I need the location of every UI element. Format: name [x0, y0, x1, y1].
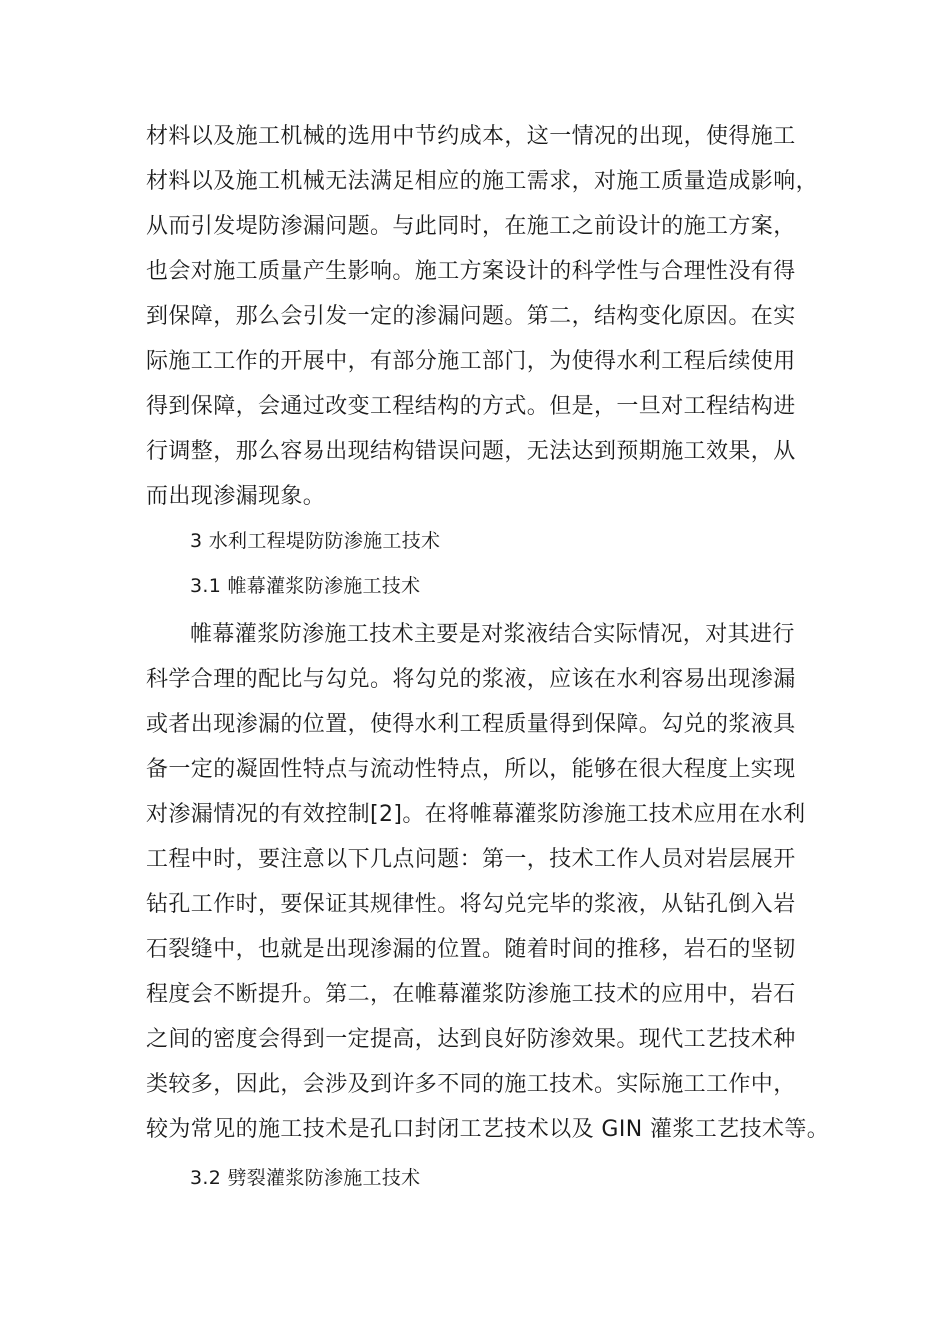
paragraph-2-line-12: 较为常见的施工技术是孔口封闭工艺技术以及 GIN 灌浆工艺技术等。 [146, 1117, 830, 1142]
paragraph-1-line-4: 也会对施工质量产生影响。施工方案设计的科学性与合理性没有得 [146, 259, 796, 284]
paragraph-2-line-2: 科学合理的配比与勾兑。将勾兑的浆液，应该在水利容易出现渗漏 [146, 667, 796, 692]
paragraph-1-line-9: 而出现渗漏现象。 [146, 484, 326, 509]
paragraph-2-line-5: 对渗漏情况的有效控制[2]。在将帷幕灌浆防渗施工技术应用在水利 [146, 802, 806, 827]
paragraph-2-line-9: 程度会不断提升。第二，在帷幕灌浆防渗施工技术的应用中，岩石 [146, 982, 796, 1007]
paragraph-2-line-6: 工程中时，要注意以下几点问题：第一，技术工作人员对岩层展开 [146, 847, 796, 872]
section-heading-3: 3 水利工程堤防防渗施工技术 [190, 530, 441, 552]
paragraph-1-line-2: 材料以及施工机械无法满足相应的施工需求，对施工质量造成影响， [146, 169, 819, 194]
paragraph-2-line-8: 石裂缝中，也就是出现渗漏的位置。随着时间的推移，岩石的坚韧 [146, 937, 796, 962]
paragraph-1-line-6: 际施工工作的开展中，有部分施工部门，为使得水利工程后续使用 [146, 349, 796, 374]
section-heading-3-2: 3.2 劈裂灌浆防渗施工技术 [190, 1167, 421, 1189]
paragraph-2-line-4: 备一定的凝固性特点与流动性特点，所以，能够在很大程度上实现 [146, 757, 796, 782]
paragraph-2-line-10: 之间的密度会得到一定提高，达到良好防渗效果。现代工艺技术种 [146, 1027, 796, 1052]
section-heading-3-1: 3.1 帷幕灌浆防渗施工技术 [190, 575, 421, 597]
paragraph-2-line-7: 钻孔工作时，要保证其规律性。将勾兑完毕的浆液，从钻孔倒入岩 [146, 892, 796, 917]
paragraph-2-line-1: 帷幕灌浆防渗施工技术主要是对浆液结合实际情况，对其进行 [190, 622, 795, 647]
paragraph-1-line-1: 材料以及施工机械的选用中节约成本，这一情况的出现，使得施工 [146, 124, 796, 149]
paragraph-1-line-5: 到保障，那么会引发一定的渗漏问题。第二，结构变化原因。在实 [146, 304, 796, 329]
paragraph-1-line-8: 行调整，那么容易出现结构错误问题，无法达到预期施工效果，从 [146, 439, 796, 464]
paragraph-2-line-11: 类较多，因此，会涉及到许多不同的施工技术。实际施工工作中， [146, 1072, 796, 1097]
paragraph-1-line-7: 得到保障，会通过改变工程结构的方式。但是，一旦对工程结构进 [146, 394, 796, 419]
paragraph-2-line-3: 或者出现渗漏的位置，使得水利工程质量得到保障。勾兑的浆液具 [146, 712, 796, 737]
paragraph-1-line-3: 从而引发堤防渗漏问题。与此同时，在施工之前设计的施工方案， [146, 214, 796, 239]
